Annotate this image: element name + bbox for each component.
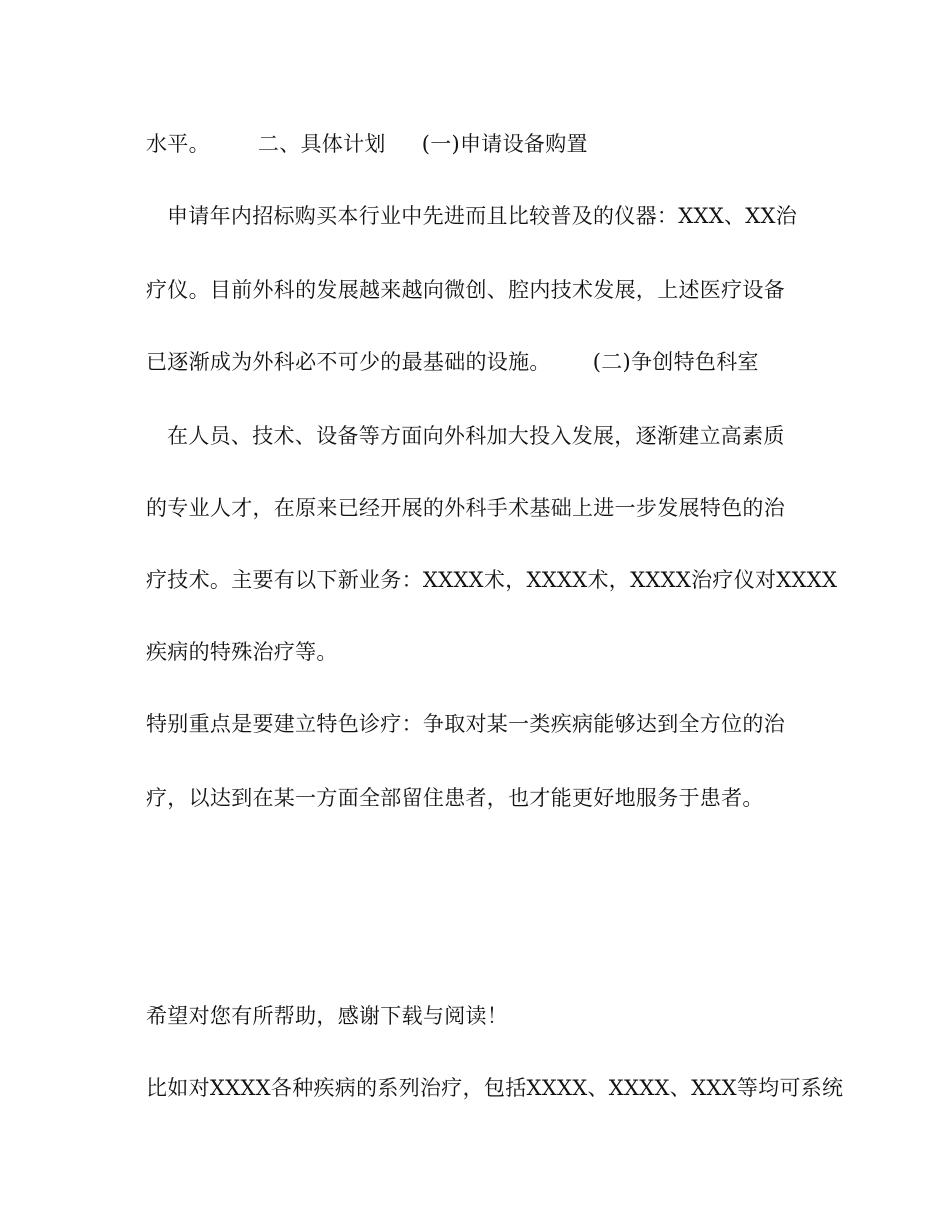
subsection-heading-equipment: (一)申请设备购置 (421, 132, 588, 156)
paragraph-series-treatment-line-1: 比如对XXXX各种疾病的系列治疗，包括XXXX、XXXX、XXX等均可系统 (146, 1076, 844, 1100)
paragraph-equipment-line-1: 申请年内招标购买本行业中先进而且比较普及的仪器：XXX、XX治 (167, 204, 798, 228)
paragraph-key-point-line-1: 特别重点是要建立特色诊疗：争取对某一类疾病能够达到全方位的治 (146, 712, 785, 736)
paragraph-specialty-line-1: 在人员、技术、设备等方面向外科加大投入发展，逐渐建立高素质 (167, 424, 785, 448)
closing-thanks: 希望对您有所帮助，感谢下载与阅读！ (146, 1004, 509, 1028)
paragraph-specialty-line-4: 疾病的特殊治疗等。 (146, 640, 338, 664)
paragraph-equipment-line-3 (146, 348, 846, 376)
paragraph-specialty-line-3: 疗技术。主要有以下新业务：XXXX术，XXXX术，XXXX治疗仪对XXXX (146, 568, 838, 592)
section-heading-plan: 二、具体计划 (257, 132, 386, 156)
paragraph-specialty-line-2: 的专业人才，在原来已经开展的外科手术基础上进一步发展特色的治 (146, 496, 785, 520)
paragraph-equipment-line-3-text: 已逐渐成为外科必不可少的最基础的设施。 (146, 350, 551, 374)
paragraph-key-point-line-2: 疗，以达到在某一方面全部留住患者，也才能更好地服务于患者。 (146, 786, 764, 810)
text-line-1 (146, 130, 846, 158)
text-fragment-water-level: 水平。 (146, 132, 210, 156)
subsection-heading-specialty: (二)争创特色科室 (592, 350, 759, 374)
paragraph-equipment-line-2: 疗仪。目前外科的发展越来越向微创、腔内技术发展，上述医疗设备 (146, 278, 785, 302)
